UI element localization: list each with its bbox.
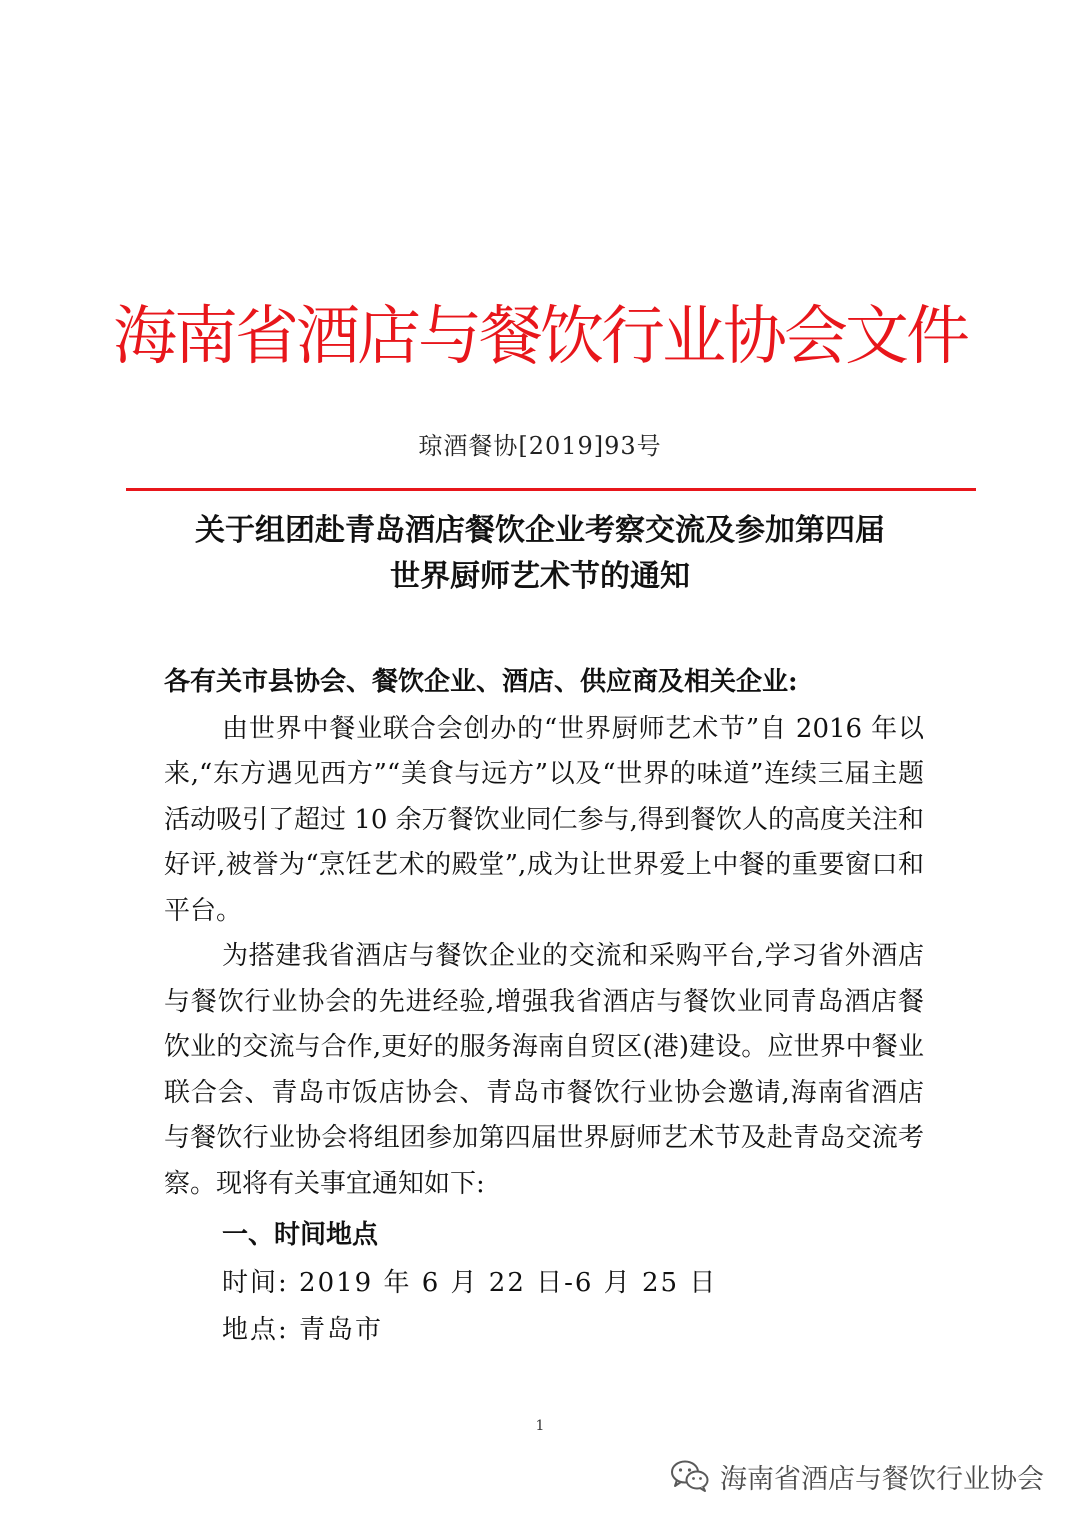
time-line: 时间: 2019 年 6 月 22 日-6 月 25 日 bbox=[222, 1267, 718, 1298]
wechat-watermark bbox=[670, 1456, 1044, 1496]
salutation: 各有关市县协会、餐饮企业、酒店、供应商及相关企业: bbox=[164, 667, 798, 697]
document-number: 琼酒餐协[2019]93号 bbox=[418, 432, 662, 460]
notice-title-line-2: 世界厨师艺术节的通知 bbox=[390, 559, 690, 594]
notice-title bbox=[0, 508, 1080, 600]
wechat-icon bbox=[670, 1459, 710, 1493]
watermark-text: 海南省酒店与餐饮行业协会 bbox=[720, 1463, 1044, 1495]
section-heading-time-place: 一、时间地点 bbox=[222, 1220, 379, 1250]
body-paragraph: 为搭建我省酒店与餐饮企业的交流和采购平台,学习省外酒店与餐饮行业协会的先进经验,增强我省酒店与餐饮业同青岛酒店餐饮业的交流与合作,更好的服务海南自贸区(港)建设。应世界中餐业联合会、青岛市饭店协会、青岛市餐饮行业协会邀请,海南省酒店与餐饮行业协会将组团参加第四届世界厨师艺术节及赴青岛交流考察。现将有关事宜通知如下: bbox=[164, 941, 924, 1199]
document-header-title: 海南省酒店与餐饮行业协会文件 bbox=[113, 300, 967, 374]
page-number: 1 bbox=[535, 1418, 545, 1434]
notice-body bbox=[164, 660, 924, 1354]
red-divider-line bbox=[126, 488, 976, 491]
place-line: 地点: 青岛市 bbox=[222, 1315, 384, 1345]
body-paragraph: 由世界中餐业联合会创办的“世界厨师艺术节”自 2016 年以来,“东方遇见西方”“美食与远方”以及“世界的味道”连续三届主题活动吸引了超过 10 余万餐饮业同仁参与,得到餐饮人的高度关注和好评,被誉为“烹饪艺术的殿堂”,成为让世界爱上中餐的重要窗口和平台。 bbox=[164, 713, 924, 926]
notice-title-line-1: 关于组团赴青岛酒店餐饮企业考察交流及参加第四届 bbox=[195, 513, 885, 548]
